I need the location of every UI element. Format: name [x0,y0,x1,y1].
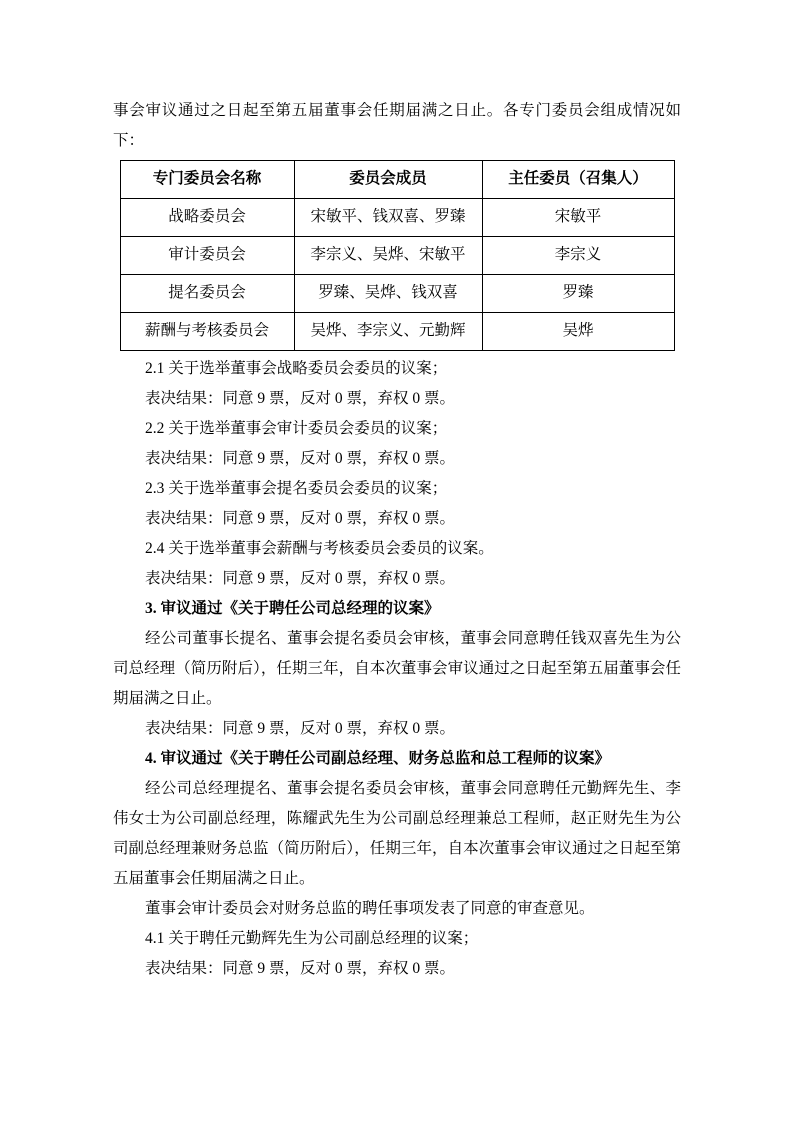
table-cell-committee-name: 薪酬与考核委员会 [120,313,294,351]
table-row [120,275,674,313]
table-cell-members: 宋敏平、钱双喜、罗臻 [294,199,482,237]
section-heading-4: 4. 审议通过《关于聘任公司副总经理、财务总监和总工程师的议案》 [145,750,611,767]
table-row [120,313,674,351]
audit-committee-opinion-line: 董事会审计委员会对财务总监的聘任事项发表了同意的审查意见。 [145,900,595,917]
table-cell-committee-name: 战略委员会 [120,199,294,237]
resolution-item-2-3: 2.3 关于选举董事会提名委员会委员的议案； [145,480,448,497]
vote-result-line: 表决结果：同意 9 票，反对 0 票，弃权 0 票。 [145,510,456,527]
table-header-committee-name: 专门委员会名称 [120,161,294,199]
section-heading-3: 3. 审议通过《关于聘任公司总经理的议案》 [145,600,440,617]
vote-result-line: 表决结果：同意 9 票，反对 0 票，弃权 0 票。 [145,720,456,737]
table-header-chairman: 主任委员（召集人） [482,161,674,199]
table-row [120,199,674,237]
resolution-item-2-1: 2.1 关于选举董事会战略委员会委员的议案； [145,360,448,377]
table-header-members: 委员会成员 [294,161,482,199]
resolution-item-2-2: 2.2 关于选举董事会审计委员会委员的议案； [145,420,448,437]
table-cell-members: 罗臻、吴烨、钱双喜 [294,275,482,313]
table-cell-committee-name: 提名委员会 [120,275,294,313]
table-cell-members: 李宗义、吴烨、宋敏平 [294,237,482,275]
committee-table [120,160,675,351]
vote-result-line: 表决结果：同意 9 票，反对 0 票，弃权 0 票。 [145,450,456,467]
resolution-item-4-1: 4.1 关于聘任元勤辉先生为公司副总经理的议案； [145,930,479,947]
table-header-row [120,161,674,199]
table-cell-chairman: 罗臻 [482,275,674,313]
table-cell-chairman: 李宗义 [482,237,674,275]
vote-result-line: 表决结果：同意 9 票，反对 0 票，弃权 0 票。 [145,570,456,587]
vote-result-line: 表决结果：同意 9 票，反对 0 票，弃权 0 票。 [145,960,456,977]
table-cell-chairman: 宋敏平 [482,199,674,237]
table-row [120,237,674,275]
section-3-body-paragraph: 经公司董事长提名、董事会提名委员会审核，董事会同意聘任钱双喜先生为公司总经理（简历附后），任期三年，自本次董事会审议通过之日起至第五届董事会任期届满之日止。 [113,630,681,707]
section-4-body-paragraph: 经公司总经理提名、董事会提名委员会审核，董事会同意聘任元勤辉先生、李伟女士为公司副总经理，陈耀武先生为公司副总经理兼总工程师，赵正财先生为公司副总经理兼财务总监（简历附后），任期三年，自本次董事会审议通过之日起至第五届董事会任期届满之日止。 [113,780,681,887]
intro-paragraph: 事会审议通过之日起至第五届董事会任期届满之日止。各专门委员会组成情况如下： [113,102,681,149]
vote-result-line: 表决结果：同意 9 票，反对 0 票，弃权 0 票。 [145,390,456,407]
table-cell-committee-name: 审计委员会 [120,237,294,275]
table-cell-members: 吴烨、李宗义、元勤辉 [294,313,482,351]
resolution-item-2-4: 2.4 关于选举董事会薪酬与考核委员会委员的议案。 [145,540,494,557]
table-cell-chairman: 吴烨 [482,313,674,351]
